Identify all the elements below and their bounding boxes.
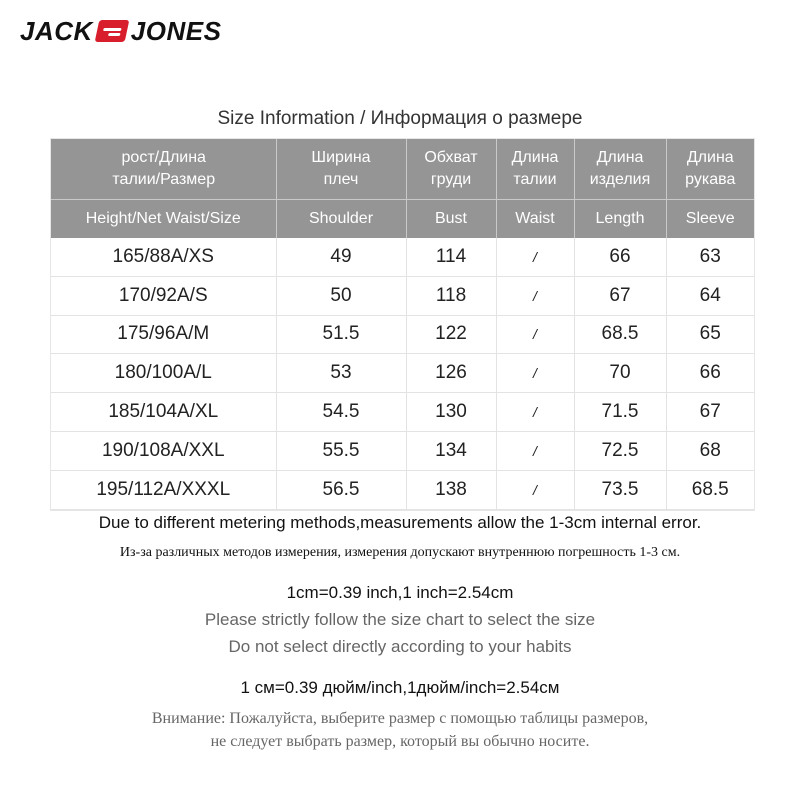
cell-shoulder: 50 — [276, 276, 406, 315]
brand-logo — [20, 14, 221, 48]
cell-bust: 114 — [406, 238, 496, 276]
warning-ru-line-2: не следует выбрать размер, который вы обычно носите. — [210, 733, 590, 750]
page-title: Size Information / Информация о размере — [217, 108, 583, 129]
cell-length: 66 — [574, 238, 666, 276]
header-ru-line: рост/Длина — [121, 149, 206, 166]
header-ru-sleeve — [666, 139, 754, 200]
cell-length: 72.5 — [574, 431, 666, 470]
header-en-length: Length — [574, 200, 666, 239]
brand-name-right: JONES — [130, 15, 222, 46]
header-ru-line: талии — [513, 171, 557, 188]
header-ru-line: Длина — [686, 149, 734, 166]
cell-waist: / — [496, 276, 574, 315]
cell-size: 185/104A/XL — [51, 393, 276, 432]
table-row — [51, 276, 754, 315]
cell-waist: / — [496, 393, 574, 432]
cell-length: 70 — [574, 354, 666, 393]
table-row — [51, 470, 754, 509]
header-ru-waist — [496, 139, 574, 200]
header-ru-line: Обхват — [424, 149, 478, 166]
cell-waist: / — [496, 470, 574, 509]
cell-bust: 126 — [406, 354, 496, 393]
size-table — [51, 139, 754, 510]
cell-bust: 122 — [406, 315, 496, 354]
cell-waist: / — [496, 238, 574, 276]
cell-bust: 130 — [406, 393, 496, 432]
header-en-sleeve: Sleeve — [666, 200, 754, 239]
cell-size: 195/112A/XXXL — [51, 470, 276, 509]
cell-length: 71.5 — [574, 393, 666, 432]
header-ru-line: груди — [430, 171, 472, 188]
cell-waist: / — [496, 315, 574, 354]
cell-sleeve: 67 — [666, 393, 754, 432]
warning-ru-line-1: Внимание: Пожалуйста, выберите размер с помощью таблицы размеров, — [151, 710, 649, 727]
cell-length: 67 — [574, 276, 666, 315]
size-advice-2: Do not select directly according to your habits — [228, 637, 572, 656]
cell-size: 165/88A/XS — [51, 238, 276, 276]
header-ru-line: Длина — [596, 149, 644, 166]
header-ru-line: Длина — [511, 149, 559, 166]
header-ru-line: Ширина — [311, 149, 371, 166]
cell-shoulder: 49 — [276, 238, 406, 276]
cell-shoulder: 51.5 — [276, 315, 406, 354]
cell-bust: 118 — [406, 276, 496, 315]
brand-mark-icon — [94, 20, 129, 42]
table-row — [51, 315, 754, 354]
header-en-waist: Waist — [496, 200, 574, 239]
cell-waist: / — [496, 354, 574, 393]
cell-size: 180/100A/L — [51, 354, 276, 393]
cell-bust: 134 — [406, 431, 496, 470]
measurement-error-note-ru: Из-за различных методов измерения, измерения допускают внутреннюю погрешность 1-3 см. — [119, 545, 681, 560]
cell-sleeve: 64 — [666, 276, 754, 315]
cell-sleeve: 63 — [666, 238, 754, 276]
header-en-size: Height/Net Waist/Size — [51, 200, 276, 239]
cell-sleeve: 66 — [666, 354, 754, 393]
header-en-shoulder: Shoulder — [276, 200, 406, 239]
header-ru-line: рукава — [685, 171, 736, 188]
cell-size: 175/96A/M — [51, 315, 276, 354]
table-row — [51, 238, 754, 276]
measurement-error-note-en: Due to different metering methods,measurements allow the 1-3cm internal error. — [98, 513, 702, 532]
cell-shoulder: 56.5 — [276, 470, 406, 509]
unit-conversion-en: 1cm=0.39 inch,1 inch=2.54cm — [286, 583, 514, 602]
header-en-bust: Bust — [406, 200, 496, 239]
unit-conversion-ru: 1 см=0.39 дюйм/inch,1дюйм/inch=2.54см — [240, 678, 560, 697]
cell-sleeve: 68 — [666, 431, 754, 470]
header-ru-size — [51, 139, 276, 200]
brand-name-left: JACK — [20, 15, 93, 46]
table-row — [51, 393, 754, 432]
cell-shoulder: 54.5 — [276, 393, 406, 432]
cell-size: 170/92A/S — [51, 276, 276, 315]
size-advice-1: Please strictly follow the size chart to select the size — [204, 610, 596, 629]
header-row-en — [51, 200, 754, 239]
cell-sleeve: 68.5 — [666, 470, 754, 509]
cell-length: 73.5 — [574, 470, 666, 509]
header-ru-line: талии/Размер — [112, 171, 216, 188]
header-ru-shoulder — [276, 139, 406, 200]
table-row — [51, 354, 754, 393]
cell-shoulder: 55.5 — [276, 431, 406, 470]
header-ru-length — [574, 139, 666, 200]
cell-waist: / — [496, 431, 574, 470]
cell-length: 68.5 — [574, 315, 666, 354]
cell-sleeve: 65 — [666, 315, 754, 354]
table-row — [51, 431, 754, 470]
cell-shoulder: 53 — [276, 354, 406, 393]
cell-bust: 138 — [406, 470, 496, 509]
cell-size: 190/108A/XXL — [51, 431, 276, 470]
header-ru-line: плеч — [323, 171, 359, 188]
header-ru-line: изделия — [589, 171, 651, 188]
header-ru-bust — [406, 139, 496, 200]
header-row-ru — [51, 139, 754, 200]
